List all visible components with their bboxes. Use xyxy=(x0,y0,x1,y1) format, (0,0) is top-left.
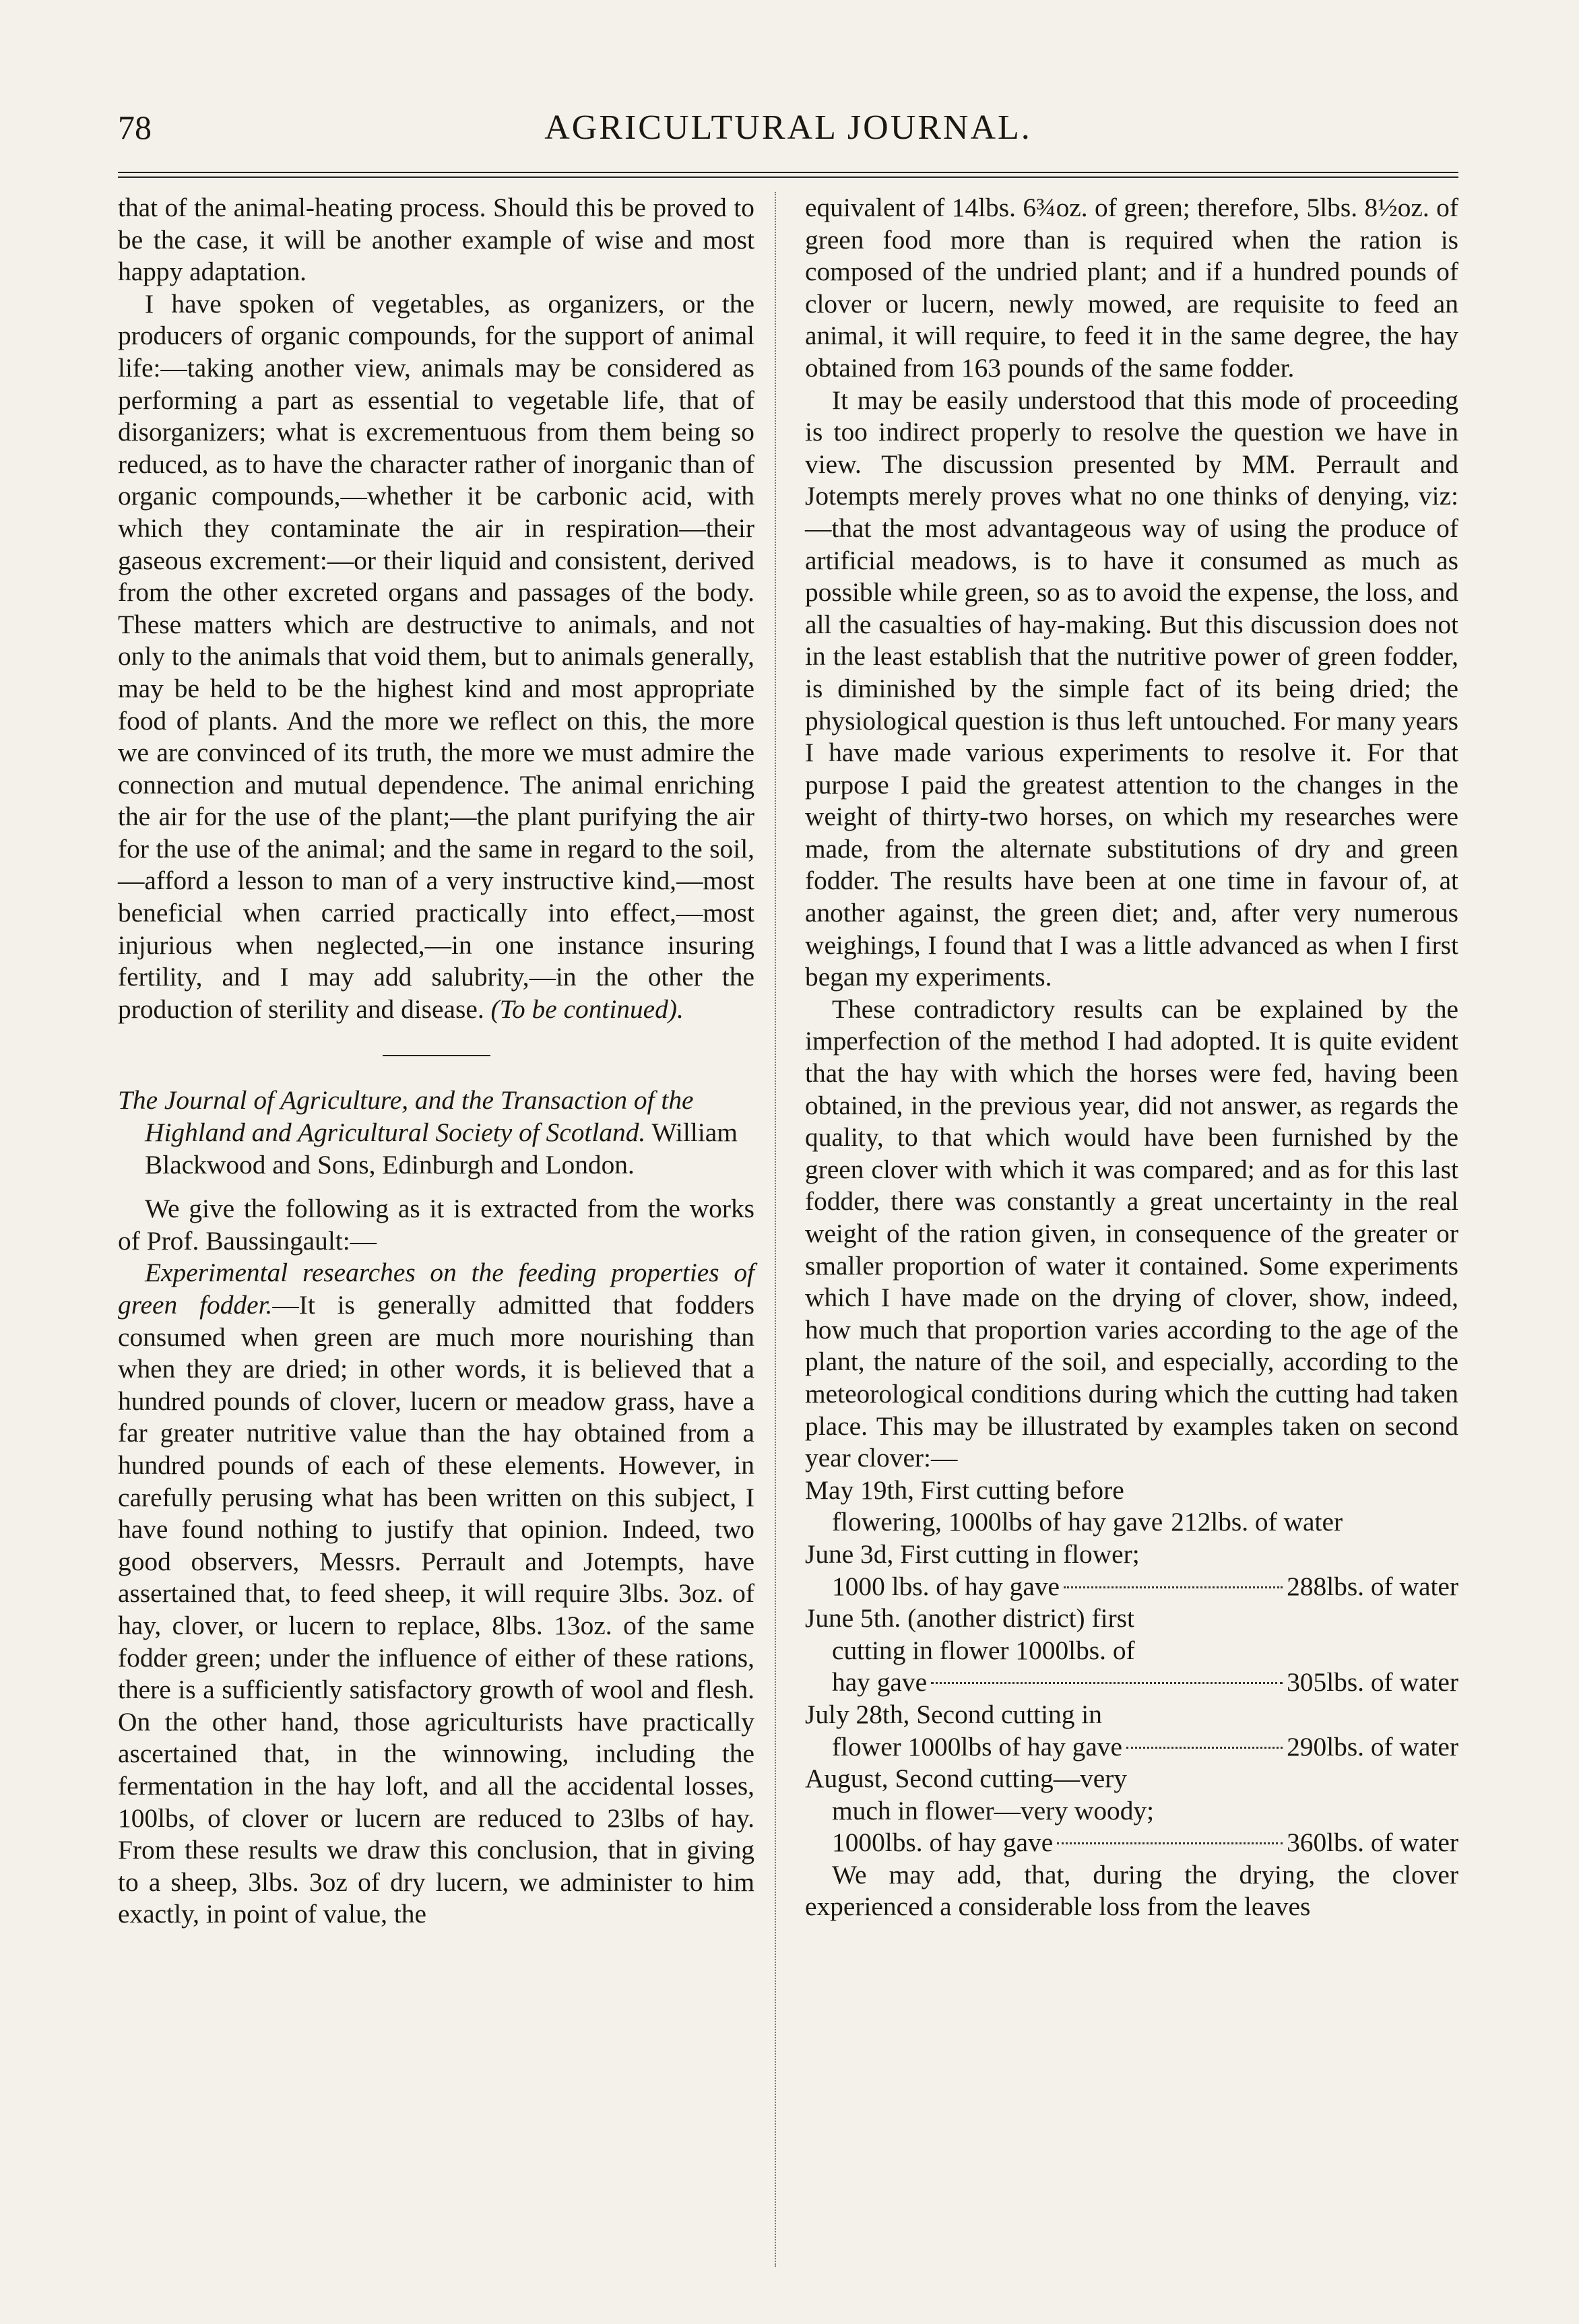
right-column xyxy=(805,192,1458,1923)
entry-line: June 3d, First cutting in flower; xyxy=(805,1539,1140,1569)
entry-label: flower 1000lbs of hay gave xyxy=(832,1731,1122,1762)
entry-amount: 212lbs. of water xyxy=(1171,1507,1343,1537)
table-row xyxy=(805,1603,1458,1699)
entry-value-line xyxy=(805,1731,1458,1764)
paragraph: We give the following as it is extracted from the works of Prof. Baussingault:— xyxy=(118,1194,754,1256)
paragraph-text: I have spoken of vegetables, as organizers, or the producers of organic compounds, for the support of animal life:—taking another view, animals may be considered as performing a part as essential to vegetable life, that of disorganizers; what is excrementuous from them being so reduced, as to have the character rather of inorganic than of organic compounds,—whether it be carbonic acid, with which they contaminate the air in respiration—their gaseous excrement:—or their liquid and consistent, derived from the other excreted organs and passages of the body. These matters which are destructive to animals, and not only to the animals that void them, but to animals generally, may be held to be the highest kind and most appropriate food of plants. And the more we reflect on this, the more we are convinced of its truth, the more we must admire the connection and mutual dependence. The animal enriching the air for the use of the plant;—the plant purifying the air for the use of the animal; and the same in regard to the soil,—afford a lesson to man of a very instructive kind,—most beneficial when carried practically into effect,—most injurious when neglected,—in one instance insuring fertility, and I may add salubrity,—in the other the production of sterility and disease. xyxy=(118,288,754,1024)
entry-label: hay gave xyxy=(832,1667,928,1698)
paragraph xyxy=(118,288,754,1026)
header-rule xyxy=(118,172,1458,178)
paragraph: equivalent of 14lbs. 6¾oz. of green; therefore, 5lbs. 8½oz. of green food more than is required when the ration is composed of the undried plant; and if a hundred pounds of clover or lucern, newly mowed, are requisite to feed an animal, it will require, to feed it in the same degree, the hay obtained from 163 pounds of the same fodder. xyxy=(805,193,1458,383)
leader-dots xyxy=(1064,1586,1283,1588)
entry-line: July 28th, Second cutting in xyxy=(805,1699,1102,1729)
review-publisher: William Blackwood and Sons, Edinburgh and London. xyxy=(145,1118,738,1180)
entry-value-line xyxy=(805,1827,1458,1859)
table-row xyxy=(805,1539,1458,1603)
entry-label: 1000lbs. of hay gave xyxy=(832,1828,1054,1858)
page-header xyxy=(118,108,1458,162)
entry-line: much in flower—very woody; xyxy=(832,1795,1155,1826)
page-number: 78 xyxy=(118,108,152,146)
table-row xyxy=(805,1763,1458,1859)
continued-note: (To be continued). xyxy=(490,994,684,1024)
entry-value-line xyxy=(805,1506,1458,1539)
entry-value-line xyxy=(805,1571,1458,1603)
paragraph-text: —It is generally admitted that fodders consumed when green are much more nourishing than when they are dried; in other words, it is believed that a hundred pounds of clover, lucern or meadow grass, have a far greater nutritive value than the hay obtained from a hundred pounds of each of these elements. However, in carefully perusing what has been written on this subject, I have found nothing to justify that opinion. Indeed, two good observers, Messrs. Perrault and Jotempts, have assertained that, to feed sheep, it will require 3lbs. 3oz. of hay, clover, or lucern to replace, 8lbs. 13oz. of the same fodder green; under the influence of either of these rations, there is a sufficiently satisfactory growth of wool and flesh. On the other hand, those agriculturists have practically ascertained that, in the winnowing, including the fermentation in the hay loft, and all the accidental losses, 100lbs, of clover or lucern are reduced to 23lbs of hay. From these results we draw this conclusion, that in giving to a sheep, 3lbs. 3oz of dry lucern, we administer to him exactly, in point of value, the xyxy=(118,1290,754,1929)
review-title: The Journal of Agriculture, and the Transaction of the Highland and Agricultural Society of Scotland. xyxy=(118,1085,694,1148)
leader-dots xyxy=(1057,1842,1283,1844)
entry-amount: 288lbs. of water xyxy=(1287,1571,1458,1601)
column-divider xyxy=(775,192,776,2267)
review-heading xyxy=(118,1085,754,1181)
paragraph xyxy=(118,1257,754,1930)
running-head: AGRICULTURAL JOURNAL. xyxy=(544,108,1032,147)
left-column xyxy=(118,192,754,1931)
article-title: Experimental researches on the feeding properties of green fodder. xyxy=(118,1258,754,1320)
entry-label: flowering, 1000lbs of hay gave xyxy=(832,1507,1163,1537)
table-row xyxy=(805,1475,1458,1539)
table-row xyxy=(805,1699,1458,1763)
entry-value-line xyxy=(805,1667,1458,1699)
entry-amount: 360lbs. of water xyxy=(1287,1828,1458,1858)
entry-line: August, Second cutting—very xyxy=(805,1764,1128,1794)
paragraph: It may be easily understood that this mode of proceeding is too indirect properly to resolve the question we have in view. The discussion presented by MM. Perrault and Jotempts merely proves what no one thinks of denying, viz:—that the most advantageous way of using the produce of artificial meadows, is to have it consumed as much as possible while green, so as to avoid the expense, the loss, and all the casualties of hay-making. But this discussion does not in the least establish that the nutritive power of green fodder, is diminished by the simple fact of its being dried; the physiological question is thus left untouched. For many years I have made various experiments to resolve it. For that purpose I paid the greatest attention to the changes in the weight of thirty-two horses, on which my researches were made, from the alternate substitutions of dry and green fodder. The results have been at one time in favour of, at another against, the green diet; and, after very numerous weighings, I found that I was a little advanced as when I first began my experiments. xyxy=(805,385,1458,992)
paragraph: that of the animal-heating process. Should this be proved to be the case, it will be another example of wise and most happy adaptation. xyxy=(118,193,754,287)
paragraph: We may add, that, during the drying, the clover experienced a considerable loss from the leaves xyxy=(805,1859,1458,1922)
water-table xyxy=(805,1475,1458,1859)
entry-label: 1000 lbs. of hay gave xyxy=(832,1571,1060,1601)
paragraph: These contradictory results can be explained by the imperfection of the method I had adopted. It is quite evident that the hay with which the horses were fed, having been obtained, in the previous year, did not answer, as regards the quality, to that which would have been furnished by the green clover with which it was compared; and as for this last fodder, there was constantly a great uncertainty in the real weight of the ration given, in consequence of the greater or smaller proportion of water it contained. Some experiments which I have made on the drying of clover, show, indeed, how much that proportion varies according to the age of the plant, the nature of the soil, and especially, according to the meteorological conditions during which the cutting had taken place. This may be illustrated by examples taken on second year clover:— xyxy=(805,994,1458,1473)
leader-dots xyxy=(1126,1747,1283,1749)
entry-line: June 5th. (another district) first xyxy=(805,1603,1134,1634)
entry-amount: 290lbs. of water xyxy=(1287,1731,1458,1762)
section-divider xyxy=(383,1055,490,1056)
leader-dots xyxy=(931,1682,1283,1684)
entry-line: cutting in flower 1000lbs. of xyxy=(832,1635,1135,1665)
entry-line: May 19th, First cutting before xyxy=(805,1475,1124,1505)
entry-amount: 305lbs. of water xyxy=(1287,1667,1458,1698)
